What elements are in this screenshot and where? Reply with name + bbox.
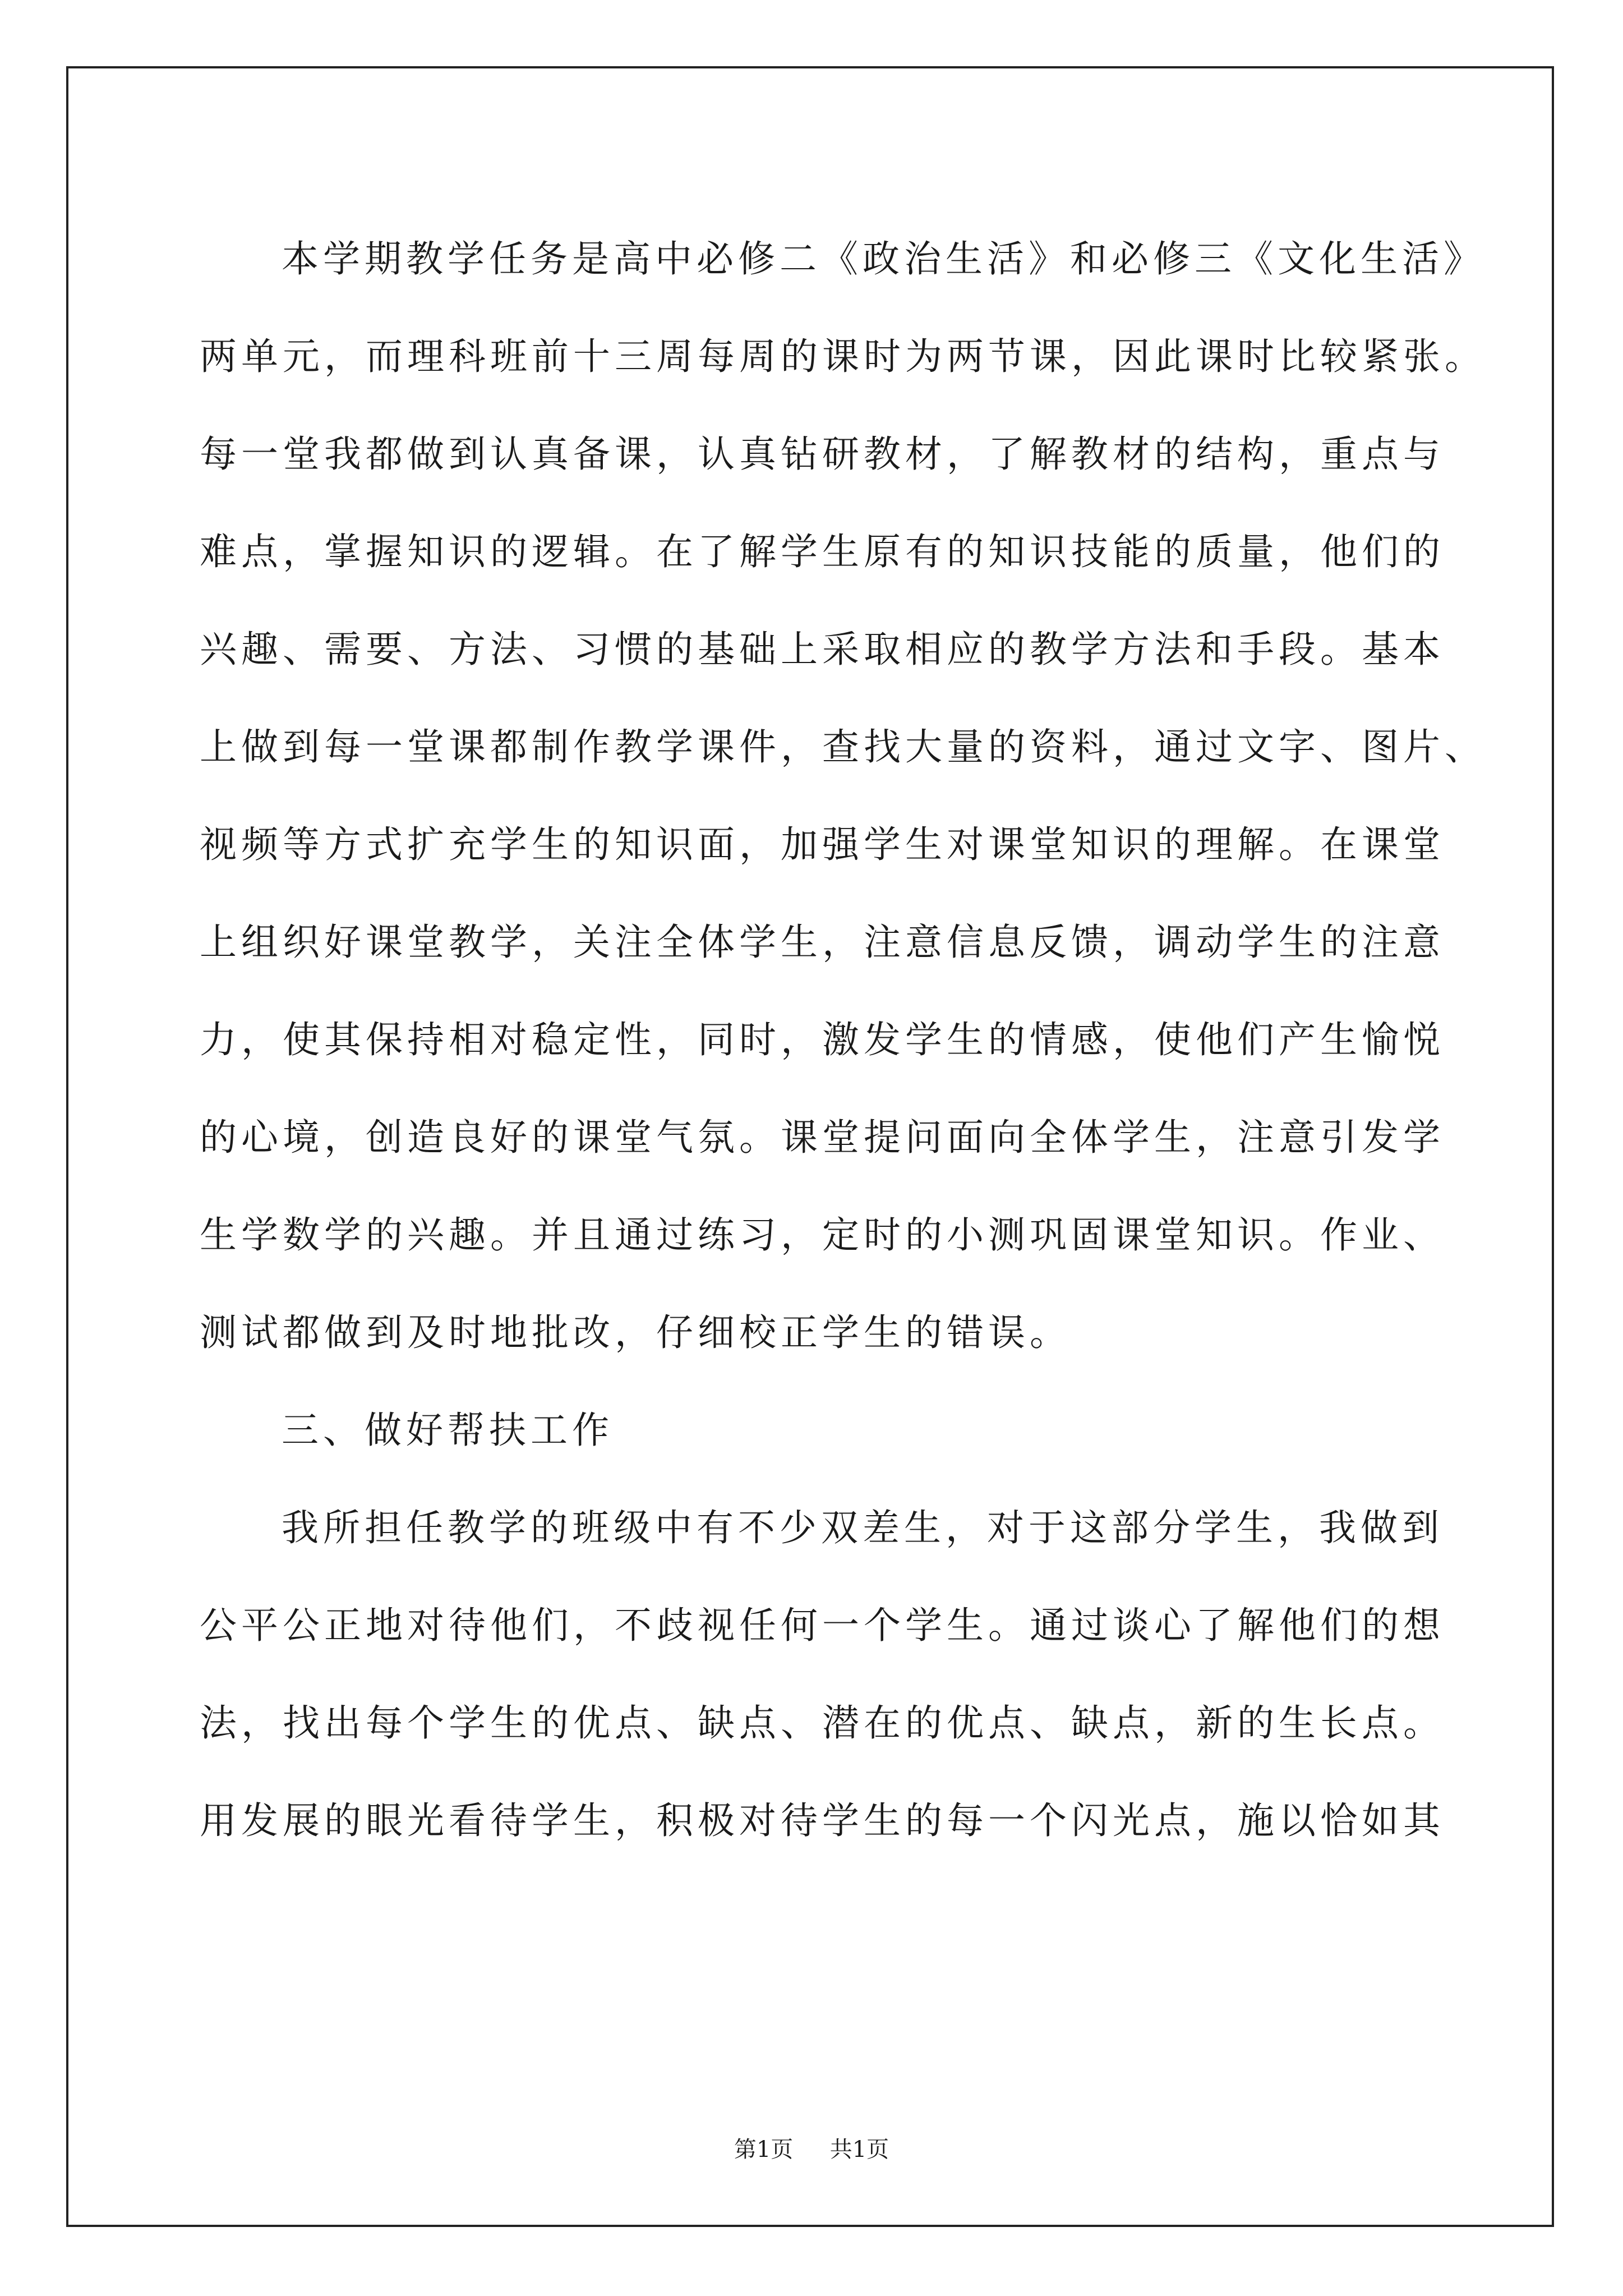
page-footer [0,2132,1623,2164]
paragraph-line: 兴趣、需要、方法、习惯的基础上采取相应的教学方法和手段。基本 [200,628,1445,671]
paragraph-line: 我所担任教学的班级中有不少双差生，对于这部分学生，我做到 [282,1506,1444,1549]
paragraph-line: 用发展的眼光看待学生，积极对待学生的每一个闪光点，施以恰如其 [200,1799,1445,1842]
paragraph-line: 法，找出每个学生的优点、缺点、潜在的优点、缺点，新的生长点。 [200,1701,1445,1745]
paragraph-line: 的心境，创造良好的课堂气氛。课堂提问面向全体学生，注意引发学 [200,1116,1445,1159]
page-number: 第1页 [734,2137,794,2162]
paragraph-line: 测试都做到及时地批改，仔细校正学生的错误。 [200,1311,1071,1354]
paragraph-line: 难点，掌握知识的逻辑。在了解学生原有的知识技能的质量，他们的 [200,530,1445,573]
paragraph-line: 每一堂我都做到认真备课，认真钻研教材，了解教材的结构，重点与 [200,432,1445,476]
paragraph-line: 上做到每一堂课都制作教学课件，查找大量的资料，通过文字、图片、 [200,725,1486,769]
paragraph-line: 视频等方式扩充学生的知识面，加强学生对课堂知识的理解。在课堂 [200,823,1445,866]
paragraph-line: 上组织好课堂教学，关注全体学生，注意信息反馈，调动学生的注意 [200,921,1445,964]
paragraph-line: 公平公正地对待他们，不歧视任何一个学生。通过谈心了解他们的想 [200,1604,1445,1647]
document-body [200,210,1486,1870]
paragraph-line: 本学期教学任务是高中必修二《政治生活》和必修三《文化生活》 [282,237,1485,280]
paragraph-line: 两单元，而理科班前十三周每周的课时为两节课，因此课时比较紧张。 [200,335,1486,378]
section-heading: 三、做好帮扶工作 [282,1409,614,1452]
paragraph-line: 力，使其保持相对稳定性，同时，激发学生的情感，使他们产生愉悦 [200,1018,1445,1061]
paragraph-line: 生学数学的兴趣。并且通过练习，定时的小测巩固课堂知识。作业、 [200,1213,1445,1257]
page-total: 共1页 [829,2137,889,2162]
